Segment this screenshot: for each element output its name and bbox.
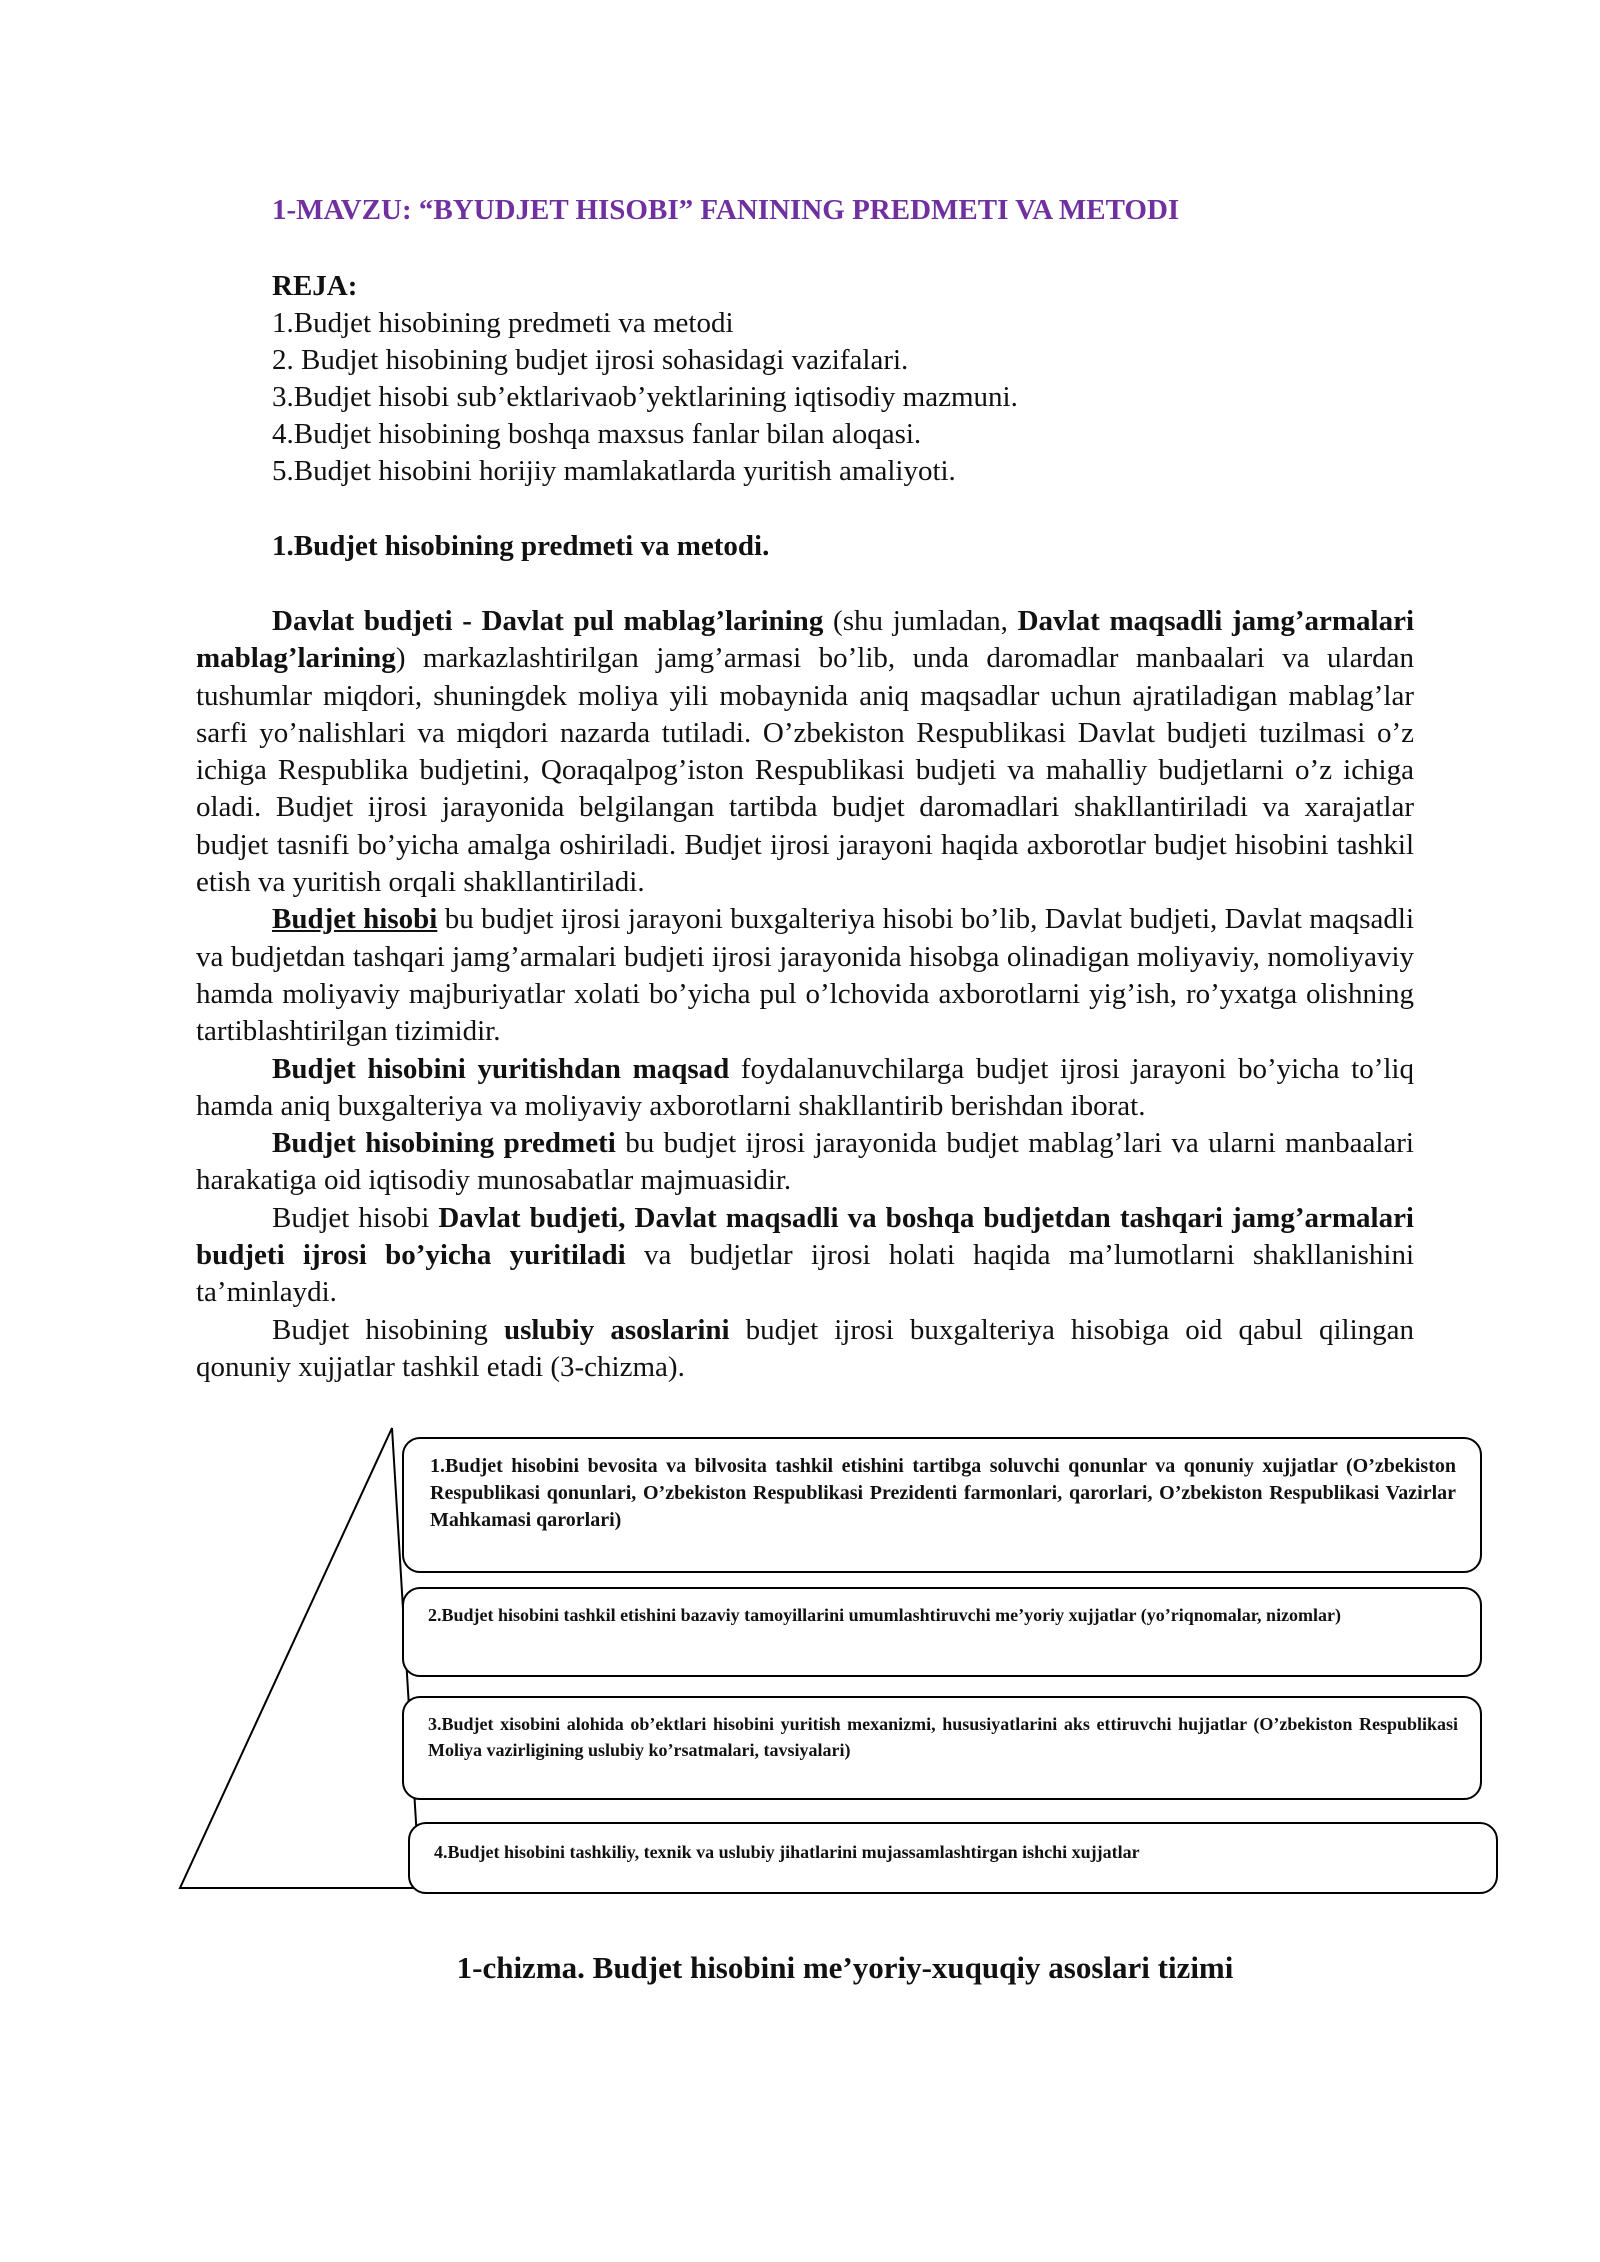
diagram-level-1: 1.Budjet hisobini bevosita va bilvosita tashkil etishini tartibga soluvchi qonunlar va qonuniy xujjatlar (O’zbekiston Respublikasi qonunlari, O’zbekiston Respublikasi Prezidenti farmonlari, qarorlari, O’zbekiston Respublikasi Vazirlar Mahkamasi qarorlari) [402, 1437, 1482, 1573]
diagram-level-2: 2.Budjet hisobini tashkil etishini bazaviy tamoyillarini umumlashtiruvchi me’yoriy xujjatlar (yo’riqnomalar, nizomlar) [402, 1587, 1482, 1677]
paragraph [196, 603, 1414, 901]
plan-item: 4.Budjet hisobining boshqa maxsus fanlar bilan aloqasi. [272, 418, 922, 450]
text-run: foydalanuvchilarga budjet ijrosi jarayoni bo’yicha to’liq hamda aniq buxgalteriya va moliyaviy axborotlarni shakllantirib berishdan iborat. [196, 1052, 1414, 1122]
bold-term: Davlat budjeti - Davlat pul mablag’larining [272, 605, 824, 637]
text-run: bu budjet ijrosi jarayonida budjet mablag’lari va ularni manbaalari harakatiga oid iqtisodiy munosabatlar majmuasidir. [196, 1127, 1414, 1197]
bold-term: Davlat maqsadli jamg’armalari mablag’larining [196, 605, 1415, 675]
plan-item: 2. Budjet hisobining budjet ijrosi sohasidagi vazifalari. [272, 344, 909, 376]
paragraph [196, 1051, 1414, 1126]
pyramid-triangle [180, 1428, 420, 1888]
body-text [196, 603, 1414, 1386]
diagram-level-4: 4.Budjet hisobini tashkiliy, texnik va uslubiy jihatlarini mujassamlashtirgan ishchi xujjatlar [408, 1822, 1498, 1894]
text-run: Budjet hisobining [272, 1313, 504, 1346]
text-run: Budjet hisobi [272, 1201, 439, 1234]
bold-underlined-term: Budjet hisobi [272, 903, 438, 936]
text-run: budjet ijrosi buxgalteriya hisobiga oid qabul qilingan qonuniy xujjatlar tashkil etadi (3-chizma). [196, 1313, 1415, 1383]
diagram-level-3: 3.Budjet xisobini alohida ob’ektlari hisobini yuritish mexanizmi, hususiyatlarini aks ettiruvchi hujjatlar (O’zbekiston Respublikasi Moliya vazirligining uslubiy ko’rsatmalari, tavsiyalari) [402, 1696, 1482, 1800]
bold-term: Budjet hisobining predmeti [272, 1127, 616, 1160]
paragraph [196, 901, 1414, 1050]
plan-item: 5.Budjet hisobini horijiy mamlakatlarda yuritish amaliyoti. [272, 455, 956, 487]
diagram-caption: 1-chizma. Budjet hisobini me’yoriy-xuquqiy asoslari tizimi [456, 1950, 1234, 1985]
text-run: bu budjet ijrosi jarayoni buxgalteriya hisobi bo’lib, Davlat budjeti, Davlat maqsadli va budjetdan tashqari jamg’armalari budjeti ijrosi jarayonida hisobga olinadigan moliyaviy, nomoliyaviy hamda moliyaviy majburiyatlar xolati bo’yicha pul o’lchovida axborotlarni yig’ish, ro’yxatga olishning tartiblashtirilgan tizimidir. [196, 903, 1414, 1048]
page-title: 1-MAVZU: “BYUDJET HISOBI” FANINING PREDMETI VA METODI [272, 194, 1180, 226]
plan-item: 1.Budjet hisobining predmeti va metodi [272, 307, 734, 339]
section-heading: 1.Budjet hisobining predmeti va metodi. [272, 530, 770, 562]
bold-term: Davlat budjeti, Davlat maqsadli va boshqa budjetdan tashqari jamg’armalari budjeti ijrosi bo’yicha yuritiladi [196, 1201, 1414, 1272]
text-run: ) markazlashtirilgan jamg’armasi bo’lib, unda daromadlar manbaalari va ulardan tushumlar miqdori, shuningdek moliya yili mobaynida aniq maqsadlar uchun ajratiladigan mablag’lar sarfi yo’nalishlari va miqdori nazarda tutiladi. O’zbekiston Respublikasi Davlat budjeti tuzilmasi o’z ichiga Respublika budjetini, Qoraqalpog’iston Respublikasi budjeti va mahalliy budjetlarni o’z ichiga oladi. Budjet ijrosi jarayonida belgilangan tartibda budjet daromadlari shakllantiriladi va xarajatlar budjet tasnifi bo’yicha amalga oshiriladi. Budjet ijrosi jarayoni haqida axborotlar budjet hisobini tashkil etish va yuritish orqali shakllantiriladi. [196, 642, 1414, 899]
plan-heading: REJA: [272, 270, 358, 302]
plan [272, 268, 1018, 490]
paragraph [196, 1312, 1414, 1387]
bold-term: uslubiy asoslarini [503, 1313, 730, 1346]
bold-term: Budjet hisobini yuritishdan maqsad [272, 1052, 730, 1085]
text-run: va budjetlar ijrosi holati haqida ma’lumotlarni shakllanishini ta’minlaydi. [196, 1239, 1414, 1309]
plan-item: 3.Budjet hisobi sub’ektlarivaob’yektlarining iqtisodiy mazmuni. [272, 381, 1018, 413]
paragraph [196, 1125, 1414, 1200]
paragraph [196, 1200, 1414, 1312]
text-run: (shu jumladan, [823, 605, 1018, 637]
